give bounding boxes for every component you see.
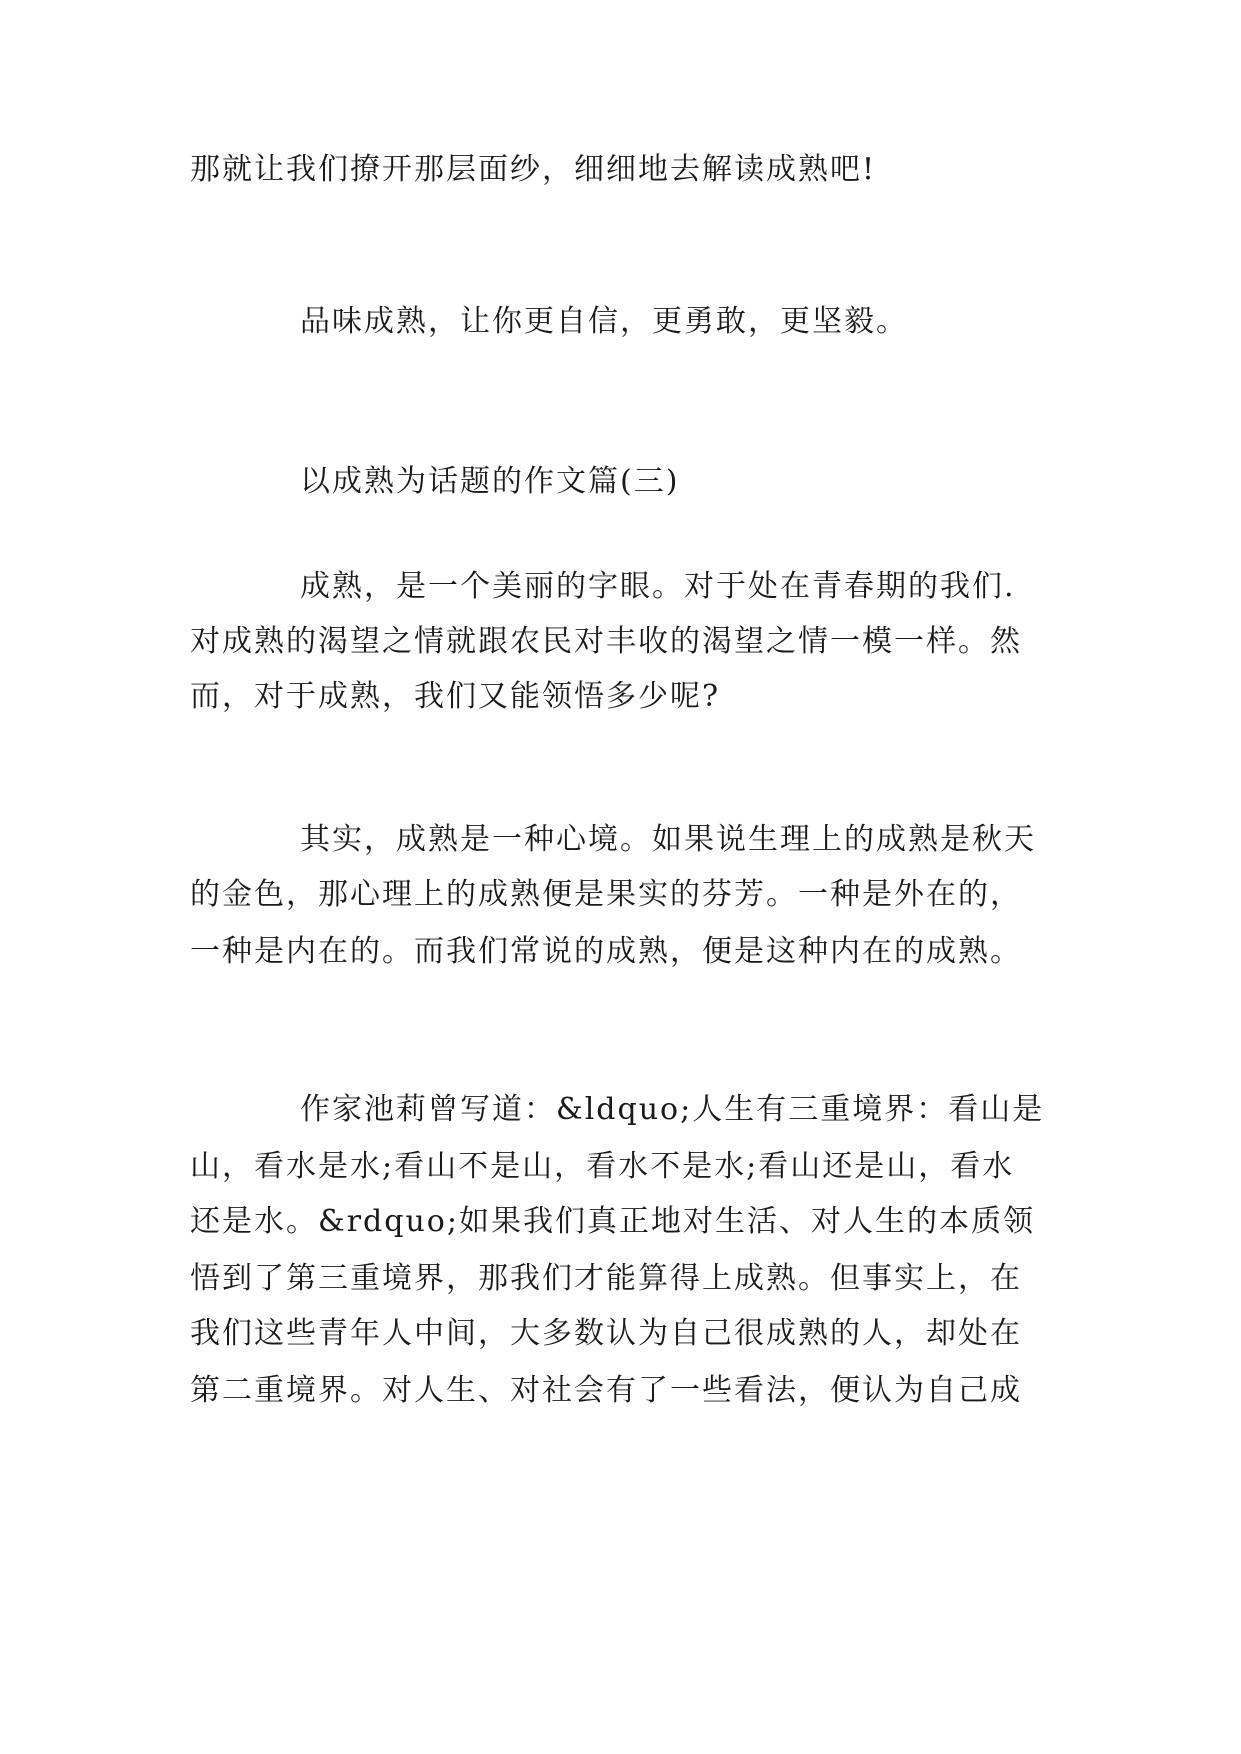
text-line: 悟到了第三重境界，那我们才能算得上成熟。但事实上，在	[190, 1261, 1022, 1296]
text-line: 一种是内在的。而我们常说的成熟，便是这种内在的成熟。	[190, 934, 1022, 969]
text-line: 那就让我们撩开那层面纱，细细地去解读成熟吧!	[190, 152, 877, 187]
section-heading: 以成熟为话题的作文篇(三)	[300, 464, 680, 499]
text-line: 还是水。&rdquo;如果我们真正地对生活、对人生的本质领	[190, 1204, 1035, 1239]
text-line: 的金色，那心理上的成熟便是果实的芬芳。一种是外在的，	[190, 877, 1022, 912]
text-line: 其实，成熟是一种心境。如果说生理上的成熟是秋天	[300, 822, 1036, 857]
text-line: 山，看水是水;看山不是山，看水不是水;看山还是山，看水	[190, 1149, 1015, 1184]
text-line: 对成熟的渴望之情就跟农民对丰收的渴望之情一模一样。然	[190, 624, 1022, 659]
text-line: 成熟，是一个美丽的字眼。对于处在青春期的我们.	[300, 569, 1016, 604]
text-line: 第二重境界。对人生、对社会有了一些看法，便认为自己成	[190, 1373, 1022, 1408]
text-line: 品味成熟，让你更自信，更勇敢，更坚毅。	[300, 304, 908, 339]
text-line: 作家池莉曾写道：&ldquo;人生有三重境界：看山是	[300, 1092, 1045, 1127]
text-line: 而，对于成熟，我们又能领悟多少呢?	[190, 679, 721, 714]
text-line: 我们这些青年人中间，大多数认为自己很成熟的人，却处在	[190, 1316, 1022, 1351]
